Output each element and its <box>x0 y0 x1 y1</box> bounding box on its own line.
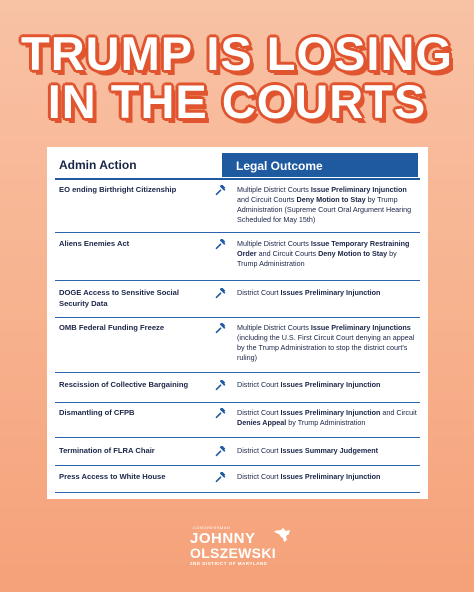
admin-action-cell: OMB Federal Funding Freeze <box>59 323 165 332</box>
gavel-icon <box>214 185 227 198</box>
legal-outcome-cell <box>237 239 419 269</box>
headline-line-2: IN THE COURTS <box>47 75 427 128</box>
outcome-text-segment: Issues Preliminary Injunction <box>280 472 381 481</box>
table-header <box>47 147 428 177</box>
row-divider <box>55 492 420 493</box>
gavel-icon <box>214 380 227 393</box>
legal-outcome-cell <box>237 408 419 428</box>
gavel-icon <box>214 239 227 252</box>
outcome-text-segment: by Trump Administration (Supreme Court Oral Argument Hearing Scheduled for May 15th) <box>237 195 412 224</box>
gavel-icon <box>214 472 227 485</box>
admin-action-cell: Dismantling of CFPB <box>59 408 135 417</box>
outcome-text-segment: District Court <box>237 380 281 389</box>
headline-line-1: TRUMP IS LOSING <box>21 27 453 80</box>
legal-outcome-cell <box>237 472 419 482</box>
admin-action-cell: EO ending Birthright Citizenship <box>59 185 177 194</box>
gavel-icon <box>214 446 227 459</box>
outcome-text-segment: by Trump Administration <box>237 249 397 268</box>
legal-outcome-cell <box>237 288 419 298</box>
outcome-text-segment: (including the U.S. First Circuit Court denying an appeal by the Trump Administration to stop the district court's ruling) <box>237 333 415 362</box>
outcome-text-segment: Issue Preliminary Injunctions <box>310 323 411 332</box>
outcome-text-segment: Issue Preliminary Injunction <box>310 185 407 194</box>
maryland-map-icon <box>274 528 290 542</box>
outcome-text-segment: Deny Motion to Stay <box>296 195 366 204</box>
outcome-text-segment: Multiple District Courts <box>237 323 311 332</box>
admin-action-cell: Rescission of Collective Bargaining <box>59 380 189 389</box>
gavel-icon <box>214 288 227 301</box>
row-divider <box>55 437 420 438</box>
outcome-text-segment: District Court <box>237 446 281 455</box>
column-header-admin-action: Admin Action <box>59 158 137 172</box>
outcome-text-segment: and Circuit Courts <box>256 249 319 258</box>
row-divider <box>55 232 420 233</box>
outcome-text-segment: Issues Preliminary Injunction <box>280 380 381 389</box>
legal-outcome-cell <box>237 380 419 390</box>
gavel-icon <box>214 323 227 336</box>
row-divider <box>55 280 420 281</box>
outcome-text-segment: and Circuit <box>380 408 417 417</box>
outcome-text-segment: and Circuit Courts <box>237 195 297 204</box>
row-divider <box>55 402 420 403</box>
row-divider <box>55 465 420 466</box>
outcome-text-segment: District Court <box>237 288 281 297</box>
outcome-text-segment: Deny Motion to Stay <box>318 249 388 258</box>
outcome-text-segment: Issues Preliminary Injunction <box>280 288 381 297</box>
legal-outcome-cell <box>237 185 419 225</box>
admin-action-cell: Press Access to White House <box>59 472 166 481</box>
column-header-legal-outcome: Legal Outcome <box>222 153 418 177</box>
congressman-logo <box>190 525 300 575</box>
row-divider <box>55 372 420 373</box>
outcome-text-segment: Issues Preliminary Injunction <box>280 408 381 417</box>
logo-tagline: CONGRESSMAN <box>193 525 231 530</box>
court-cases-table <box>47 147 428 499</box>
header-divider <box>55 178 420 180</box>
logo-last-name: OLSZEWSKI <box>190 545 276 561</box>
admin-action-cell: Termination of FLRA Chair <box>59 446 155 455</box>
outcome-text-segment: by Trump Administration <box>286 418 366 427</box>
outcome-text-segment: Multiple District Courts <box>237 185 311 194</box>
outcome-text-segment: Multiple District Courts <box>237 239 311 248</box>
outcome-text-segment: Denies Appeal <box>237 418 287 427</box>
legal-outcome-cell <box>237 446 419 456</box>
outcome-text-segment: Issue Temporary Restraining Order <box>237 239 410 258</box>
admin-action-cell: DOGE Access to Sensitive Social Security Data <box>59 288 180 308</box>
logo-first-name: JOHNNY <box>190 530 256 547</box>
logo-district: 2ND DISTRICT OF MARYLAND <box>190 561 268 566</box>
row-divider <box>55 317 420 318</box>
outcome-text-segment: District Court <box>237 472 281 481</box>
outcome-text-segment: Issues Summary Judgement <box>280 446 378 455</box>
legal-outcome-cell <box>237 323 419 363</box>
gavel-icon <box>214 408 227 421</box>
admin-action-cell: Aliens Enemies Act <box>59 239 130 248</box>
outcome-text-segment: District Court <box>237 408 281 417</box>
